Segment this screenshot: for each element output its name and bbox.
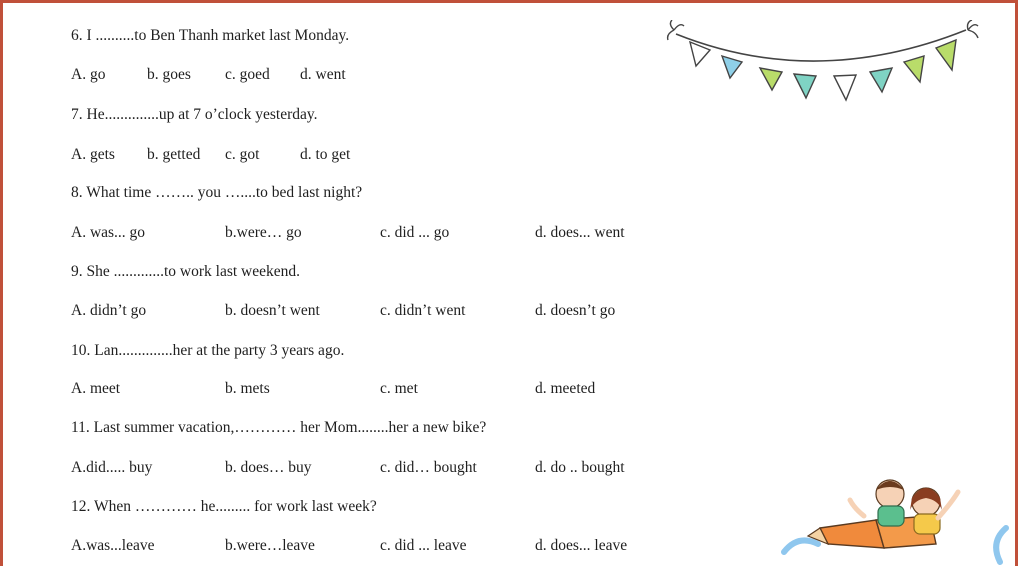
cloud-swirl-left-icon	[784, 540, 818, 552]
question-6-stem: 6. I ..........to Ben Thanh market last Monday.	[71, 27, 350, 44]
question-11-option-d: d. do .. bought	[535, 459, 625, 476]
question-10-option-b: b. mets	[225, 380, 270, 397]
bunting-flag-icon	[794, 74, 816, 98]
kids-pencil-illustration	[780, 472, 1016, 566]
cloud-swirl-right-icon	[996, 528, 1006, 562]
question-6-option-d: d. went	[300, 66, 346, 83]
pencil-body-icon	[820, 520, 884, 548]
question-10-option-a: A. meet	[71, 380, 121, 397]
bunting-flag-icon	[936, 40, 956, 70]
question-10-option-c: c. met	[380, 380, 418, 397]
question-9-option-d: d. doesn’t go	[535, 302, 616, 319]
bunting-knot-right-icon	[968, 20, 979, 38]
question-12-option-b: b.were…leave	[225, 537, 315, 554]
question-9-option-a: A. didn’t go	[71, 302, 147, 319]
question-8-option-b: b.were… go	[225, 224, 302, 241]
boy-shirt-icon	[878, 506, 904, 526]
question-8-option-c: c. did ... go	[380, 224, 450, 241]
bunting-flag-icon	[904, 56, 924, 82]
bunting-flag-icon	[760, 68, 782, 90]
question-10-option-d: d. meeted	[535, 380, 596, 397]
question-8-option-d: d. does... went	[535, 224, 625, 241]
question-6-option-c: c. goed	[225, 66, 270, 83]
question-12-option-d: d. does... leave	[535, 537, 628, 554]
question-12-stem: 12. When ………… he......... for work last week?	[71, 498, 377, 515]
question-10-stem: 10. Lan..............her at the party 3 years ago.	[71, 342, 345, 359]
question-12-option-a: A.was...leave	[71, 537, 155, 554]
question-11-option-a: A.did..... buy	[71, 459, 153, 476]
question-9-stem: 9. She .............to work last weekend.	[71, 263, 301, 280]
question-7-option-c: c. got	[225, 146, 260, 163]
question-7-option-b: b. getted	[147, 146, 201, 163]
question-6-option-b: b. goes	[147, 66, 191, 83]
boy-arm-icon	[850, 500, 864, 516]
question-6-option-a: A. go	[71, 66, 106, 83]
question-11-option-c: c. did… bought	[380, 459, 477, 476]
bunting-flag-icon	[870, 68, 892, 92]
question-8-stem: 8. What time …….. you …....to bed last night?	[71, 184, 363, 201]
question-9-option-b: b. doesn’t went	[225, 302, 320, 319]
bunting-flag-icon	[722, 56, 742, 78]
question-12-option-c: c. did ... leave	[380, 537, 467, 554]
question-9-option-c: c. didn’t went	[380, 302, 466, 319]
question-7-stem: 7. He..............up at 7 o’clock yesterday.	[71, 106, 318, 123]
bunting-flag-icon	[834, 75, 856, 100]
question-7-option-d: d. to get	[300, 146, 351, 163]
question-8-option-a: A. was... go	[71, 224, 146, 241]
bunting-decoration	[666, 20, 986, 110]
question-11-option-b: b. does… buy	[225, 459, 312, 476]
question-7-option-a: A. gets	[71, 146, 115, 163]
question-11-stem: 11. Last summer vacation,………… her Mom........her a new bike?	[71, 419, 487, 436]
